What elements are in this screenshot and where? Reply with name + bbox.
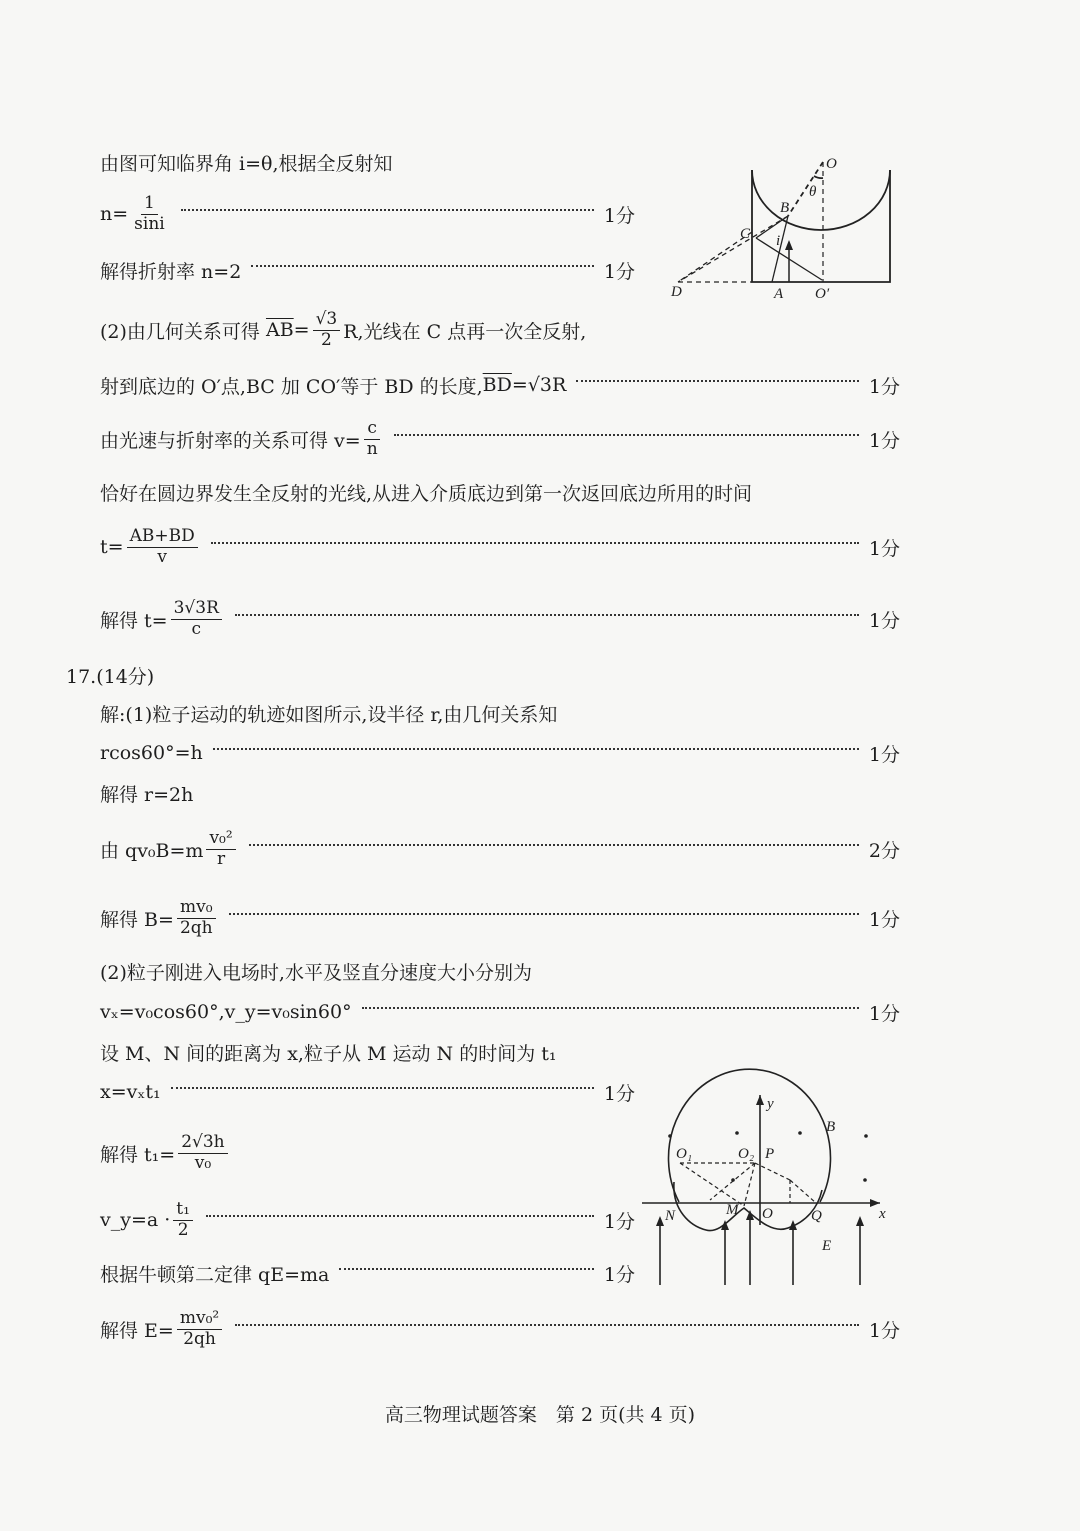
text-line: 由图可知临界角 i=θ,根据全反射知 xyxy=(100,152,393,175)
text-line: 解得 r=2h xyxy=(100,783,194,806)
label-P: P xyxy=(765,1146,775,1162)
score: 1分 xyxy=(868,1002,900,1025)
formula-line: rcos60°=h 1分 xyxy=(100,733,900,773)
score: 1分 xyxy=(868,1319,900,1342)
text-line: 设 M、N 间的距离为 x,粒子从 M 运动 N 的时间为 t₁ xyxy=(100,1042,557,1065)
fraction: $\frac{2√3h}{\text{v₀}}$ xyxy=(178,1133,227,1173)
label-M: M xyxy=(726,1202,739,1218)
score: 1分 xyxy=(868,609,900,632)
label-O: O xyxy=(762,1206,773,1222)
score: 1分 xyxy=(868,908,900,931)
particle-trajectory xyxy=(674,1182,822,1231)
text-line: 恰好在圆边界发生全反射的光线,从进入介质底边到第一次返回底边所用的时间 xyxy=(100,482,753,505)
text-line: (2)由几何关系可得 $\overline{AB}$ = $\frac{√3}{2}$ R,光线在 C 点再一次全反射, xyxy=(100,308,587,350)
label-C: C xyxy=(740,226,751,242)
formula-line: 解得 E= $\frac{\text{mv₀²}}{2qh}$ 1分 xyxy=(100,1307,900,1349)
text-line: (2)粒子刚进入电场时,水平及竖直分速度大小分别为 xyxy=(100,961,532,984)
score: 2分 xyxy=(868,839,900,862)
score: 1分 xyxy=(603,1263,635,1286)
page-footer: 高三物理试题答案 第 2 页(共 4 页) xyxy=(384,1404,696,1426)
formula-line: 根据牛顿第二定律 qE=ma 1分 xyxy=(100,1253,635,1293)
score: 1分 xyxy=(868,375,900,398)
score: 1分 xyxy=(603,1082,635,1105)
formula-line: 由光速与折射率的关系可得 v= $\frac{c}{n}$ 1分 xyxy=(100,417,900,459)
label-Q: Q xyxy=(811,1208,822,1224)
formula-line: v_y=a · $\frac{\text{t₁}}{2}$ 1分 xyxy=(100,1198,635,1240)
label-Oprime: O′ xyxy=(815,286,830,302)
formula-line: x=vₓt₁ 1分 xyxy=(100,1072,635,1112)
fraction: $\frac{\text{mv₀}}{2qh}$ xyxy=(177,898,216,938)
formula-line: 由 qv₀B=m $\frac{\text{v₀²}}{r}$ 2分 xyxy=(100,827,900,869)
question-heading: 17.(14分) xyxy=(66,666,155,688)
formula-line: t= $\frac{AB+BD}{v}$ 1分 xyxy=(100,525,900,567)
label-N: N xyxy=(665,1208,676,1224)
score: 1分 xyxy=(868,743,900,766)
label-O: O xyxy=(826,156,837,172)
label-A: A xyxy=(774,286,784,302)
formula-line: n= $\frac{1}{\sin i}$ 1分 xyxy=(100,192,635,234)
formula-line: 解得 t₁= $\frac{2√3h}{\text{v₀}}$ xyxy=(100,1133,231,1173)
formula-line: 射到底边的 O′点,BC 加 CO′等于 BD 的长度, $\overline{BD}$ =√3R 1分 xyxy=(100,365,900,405)
label-B: B xyxy=(780,200,790,216)
label-theta: θ xyxy=(809,184,817,200)
fraction: $\frac{1}{\sin i}$ xyxy=(134,192,165,234)
formula-line: vₓ=v₀cos60°,v_y=v₀sin60° 1分 xyxy=(100,992,900,1032)
arrow-head xyxy=(756,1095,764,1105)
label-y: y xyxy=(767,1096,774,1112)
text-line: 解:(1)粒子运动的轨迹如图所示,设半径 r,由几何关系知 xyxy=(100,703,558,726)
field-boundary-circle xyxy=(669,1069,831,1202)
fraction: $\frac{\text{mv₀²}}{2qh}$ xyxy=(177,1309,222,1349)
fraction: $\frac{c}{n}$ xyxy=(364,419,381,459)
formula-line: 解得 B= $\frac{\text{mv₀}}{2qh}$ 1分 xyxy=(100,896,900,938)
formula-line: 解得折射率 n=2 1分 xyxy=(100,250,635,290)
label-D: D xyxy=(671,284,682,300)
fraction: $\frac{\text{t₁}}{2}$ xyxy=(173,1200,193,1240)
label-O1: O₁ xyxy=(676,1146,693,1162)
score: 1分 xyxy=(603,260,635,283)
fraction: $\frac{√3}{2}$ xyxy=(313,310,341,350)
fraction: $\frac{\text{v₀²}}{r}$ xyxy=(206,829,235,869)
score: 1分 xyxy=(868,429,900,452)
score: 1分 xyxy=(603,204,635,227)
formula-line: 解得 t= $\frac{3√3R}{c}$ 1分 xyxy=(100,597,900,639)
fraction: $\frac{AB+BD}{v}$ xyxy=(127,527,198,567)
score: 1分 xyxy=(603,1210,635,1233)
label-x: x xyxy=(879,1206,886,1222)
label-O2: O₂ xyxy=(738,1146,755,1162)
score: 1分 xyxy=(868,537,900,560)
fraction: $\frac{3√3R}{c}$ xyxy=(171,599,222,639)
label-i: i xyxy=(776,233,781,249)
label-B: B xyxy=(826,1119,836,1135)
label-E: E xyxy=(822,1238,832,1254)
